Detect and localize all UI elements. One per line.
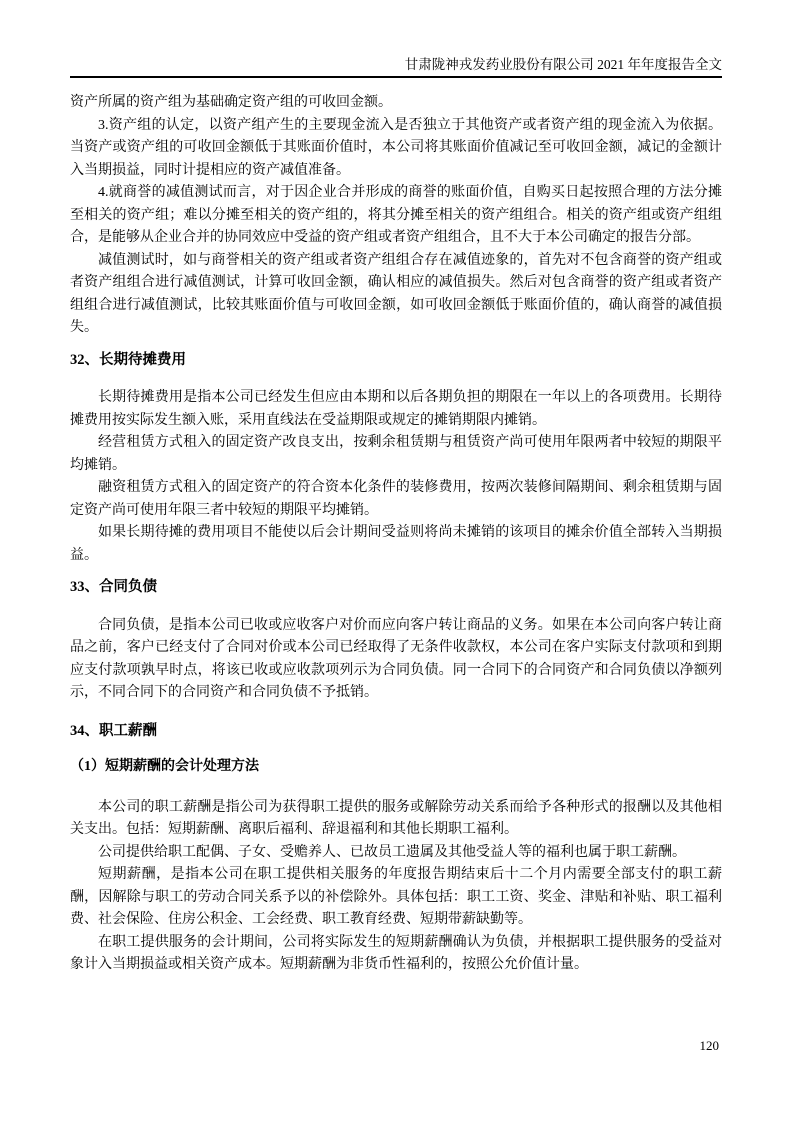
paragraph: 公司提供给职工配偶、子女、受赡养人、已故员工遗属及其他受益人等的福利也属于职工薪酬。 — [98, 844, 686, 860]
paragraph: 合同负债，是指本公司已收或应收客户对价而应向客户转让商品的义务。如果在本公司向客户转让商品之前，客户已经支付了合同对价或本公司已经取得了无条件收款权，本公司在客户实际支付款项和到期应支付款项孰早时点，将该已收或应收款项列示为合同负债。同一合同下的合同资产和合同负债以净额列示，不同合同下的合同资产和合同负债不予抵销。 — [70, 617, 722, 700]
section-heading-33: 33、合同负债 — [70, 579, 157, 595]
subsection-heading-34-1: （1）短期薪酬的会计处理方法 — [70, 759, 259, 774]
page-header — [70, 55, 722, 78]
paragraph: 长期待摊费用是指本公司已经发生但应由本期和以后各期负担的期限在一年以上的各项费用。长期待摊费用按实际发生额入账，采用直线法在受益期限或规定的摊销期限内摊销。 — [70, 390, 722, 428]
paragraph: 经营租赁方式租入的固定资产改良支出，按剩余租赁期与租赁资产尚可使用年限两者中较短的期限平均摊销。 — [70, 435, 722, 473]
paragraph: 融资租赁方式租入的固定资产的符合资本化条件的装修费用，按两次装修间隔期间、剩余租赁期与固定资产尚可使用年限三者中较短的期限平均摊销。 — [70, 480, 722, 518]
paragraph: 本公司的职工薪酬是指公司为获得职工提供的服务或解除劳动关系而给予各种形式的报酬以及其他相关支出。包括：短期薪酬、离职后福利、辞退福利和其他长期职工福利。 — [70, 799, 722, 837]
paragraph: 3.资产组的认定，以资产组产生的主要现金流入是否独立于其他资产或者资产组的现金流入为依据。当资产或资产组的可收回金额低于其账面价值时，本公司将其账面价值减记至可收回金额，减记的金额计入当期损益，同时计提相应的资产减值准备。 — [70, 117, 722, 178]
paragraph: 4.就商誉的减值测试而言，对于因企业合并形成的商誉的账面价值，自购买日起按照合理的方法分摊至相关的资产组；难以分摊至相关的资产组的，将其分摊至相关的资产组组合。相关的资产组或资产组组合，是能够从企业合并的协同效应中受益的资产组或者资产组组合，且不大于本公司确定的报告分部。 — [70, 185, 722, 245]
report-title: 甘肃陇神戎发药业股份有限公司 2021 年年度报告全文 — [404, 57, 722, 72]
paragraph: 短期薪酬，是指本公司在职工提供相关服务的年度报告期结束后十二个月内需要全部支付的职工薪酬，因解除与职工的劳动合同关系予以的补偿除外。具体包括：职工工资、奖金、津贴和补贴、职工福利费、社会保险、住房公积金、工会经费、职工教育经费、短期带薪缺勤等。 — [70, 867, 722, 927]
paragraph: 资产所属的资产组为基础确定资产组的可收回金额。 — [70, 95, 392, 110]
paragraph: 减值测试时，如与商誉相关的资产组或者资产组组合存在减值迹象的，首先对不包含商誉的资产组或者资产组组合进行减值测试，计算可收回金额，确认相应的减值损失。然后对包含商誉的资产组或者资产组组合进行减值测试，比较其账面价值与可收回金额，如可收回金额低于账面价值的，确认商誉的减值损失。 — [70, 252, 722, 335]
paragraph: 如果长期待摊的费用项目不能使以后会计期间受益则将尚未摊销的该项目的摊余价值全部转入当期损益。 — [70, 525, 722, 563]
document-body — [70, 92, 722, 977]
section-heading-34: 34、职工薪酬 — [70, 722, 157, 739]
section-heading-32: 32、长期待摊费用 — [70, 351, 186, 368]
paragraph: 在职工提供服务的会计期间，公司将实际发生的短期薪酬确认为负债，并根据职工提供服务的受益对象计入当期损益或相关资产成本。短期薪酬为非货币性福利的，按照公允价值计量。 — [70, 934, 722, 972]
page-number: 120 — [699, 1038, 719, 1053]
